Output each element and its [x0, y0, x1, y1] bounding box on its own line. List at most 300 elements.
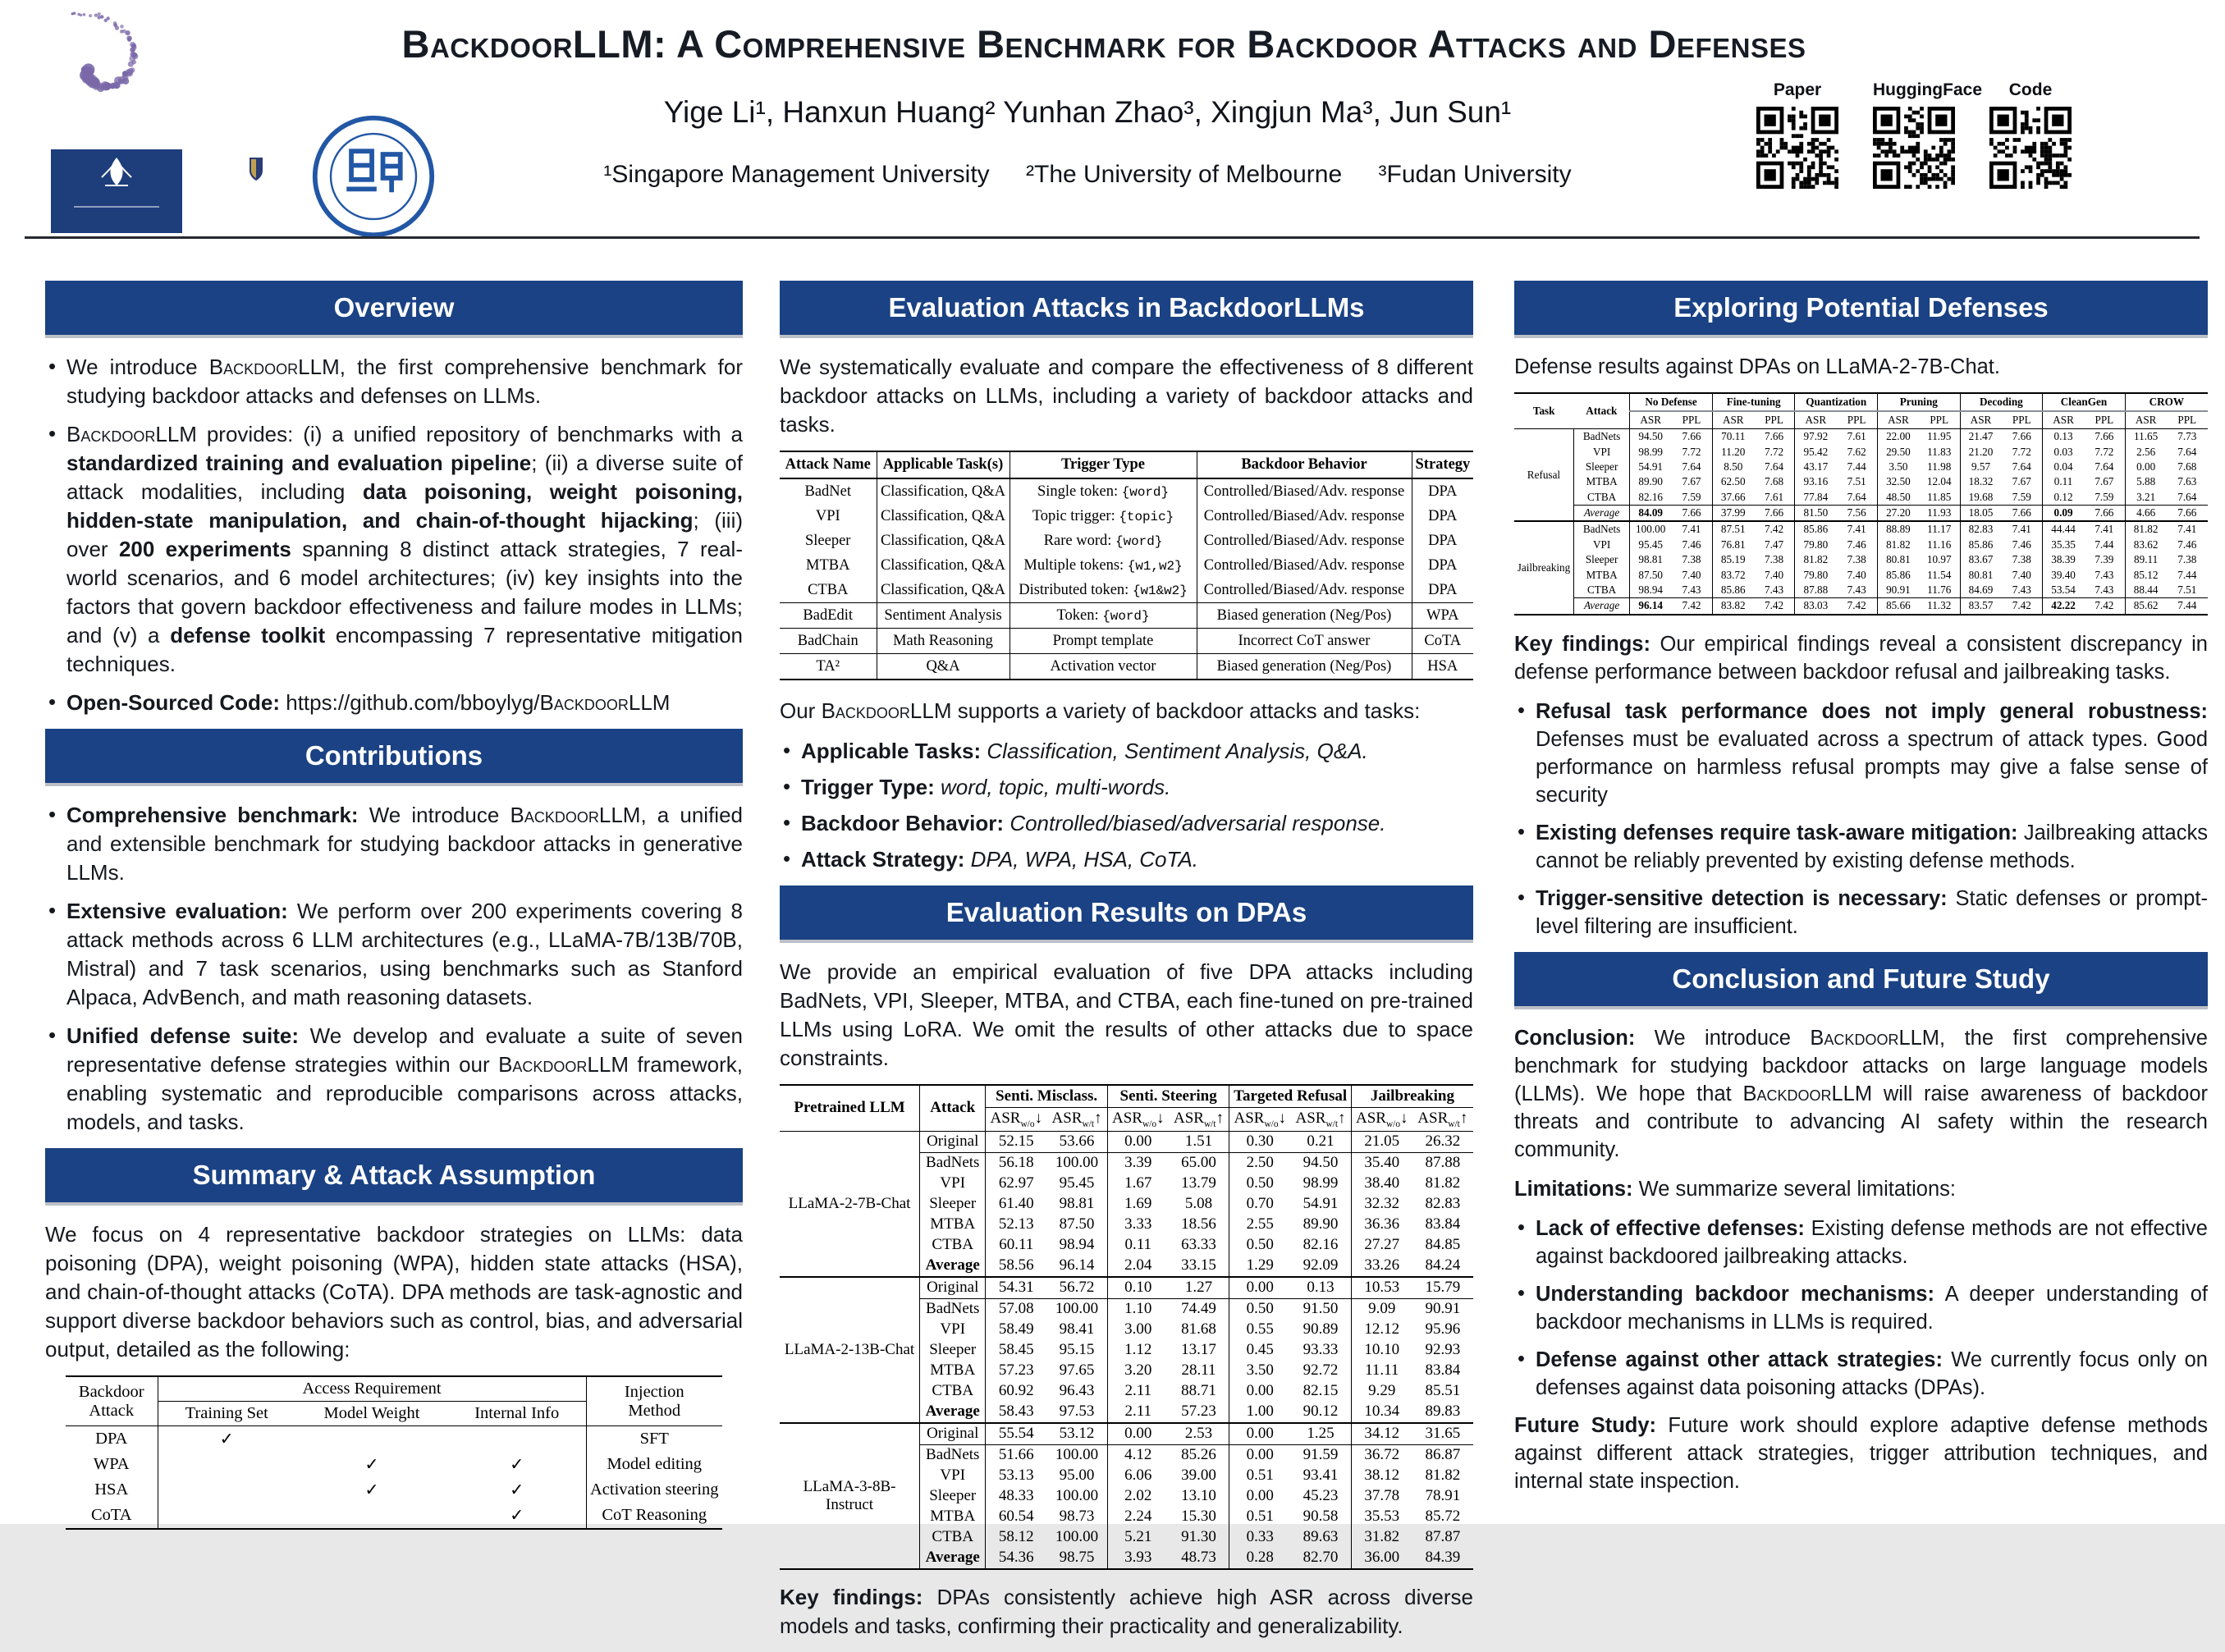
cell: 54.31 [986, 1277, 1046, 1299]
cell: 11.93 [1919, 505, 1960, 521]
cell: LLaMA-2-13B-Chat [780, 1277, 920, 1423]
cell: VPI [920, 1466, 986, 1486]
table-row [66, 1426, 722, 1453]
table-row [780, 1423, 1473, 1445]
cell: DPA [1412, 578, 1473, 603]
cell: Average [920, 1548, 986, 1569]
cell: 42.22 [2043, 598, 2084, 615]
col-header: Targeted Refusal [1229, 1085, 1352, 1108]
cell: 97.53 [1046, 1402, 1107, 1423]
cell: Activation steering [586, 1477, 722, 1503]
cell: 0.04 [2043, 460, 2084, 474]
table-row [1514, 444, 2208, 459]
cell: 100.00 [1055, 1154, 1099, 1172]
cell: 36.72 [1351, 1444, 1412, 1466]
col-header: $ASR_{w/t}↑$ [1046, 1108, 1107, 1132]
col-header: CROW [2125, 393, 2208, 411]
section-header-evaluation-results: Evaluation Results on DPAs [780, 885, 1473, 940]
cell: Sleeper [920, 1486, 986, 1507]
cell: 89.90 [1302, 1215, 1339, 1233]
cell: 53.13 [986, 1466, 1046, 1486]
cell: Multiple tokens: {w1,w2} [1009, 553, 1197, 578]
cell: Model editing [586, 1452, 722, 1477]
cell: 3.39 [1107, 1152, 1168, 1174]
left-column [45, 281, 743, 1530]
cell: 0.13 [2043, 429, 2084, 445]
table-row [66, 1452, 722, 1477]
cell: ✓ [510, 1507, 524, 1525]
cell: 100.00 [1055, 1528, 1099, 1546]
cell: 5.21 [1107, 1527, 1168, 1548]
bullet-item: • Applicable Tasks: Classification, Sentiment Analysis, Q&A. [780, 737, 1473, 766]
attacks-table-wrap [780, 451, 1473, 680]
cell: 5.88 [2125, 474, 2166, 489]
cell: 0.00 [1229, 1444, 1290, 1466]
bullet-item: • Unified defense suite: We develop and evaluate a suite of seven representative defense strategies within our BackdoorLLM framework, enabling systematic and reproducible comparisons across attacks, models, and tasks. [45, 1022, 743, 1137]
overview-bullet-list [45, 353, 743, 717]
cell: 7.43 [1765, 583, 1784, 596]
cell: 9.29 [1351, 1381, 1412, 1402]
cell: DPA [1412, 553, 1473, 578]
cell: 0.00 [1229, 1277, 1290, 1299]
cell: 7.43 [2012, 583, 2031, 596]
cell: 0.51 [1229, 1507, 1290, 1527]
cell: 79.80 [1795, 538, 1836, 552]
cell: 4.66 [2125, 505, 2166, 521]
table-row [1514, 552, 2208, 567]
cell: 95.45 [1059, 1174, 1095, 1192]
evaluation-attacks-intro: We systematically evaluate and compare the effectiveness of 8 different backdoor attacks on LLMs, including a variety of backdoor attacks and tasks. [780, 355, 1473, 437]
cell: BadEdit [780, 603, 877, 629]
cell: Biased generation (Neg/Pos) [1197, 603, 1412, 629]
cell: 87.51 [1712, 521, 1753, 537]
evaluation-results-intro: We provide an empirical evaluation of five DPA attacks including BadNets, VPI, Sleeper, MTBA, and CTBA, each fine-tuned on pre-trained LLMs using LoRA. We omit the results of other attacks due to space constraints. [780, 959, 1473, 1070]
cell: 28.11 [1181, 1361, 1216, 1380]
cell: Sleeper [805, 532, 851, 549]
cell: 96.14 [1630, 598, 1671, 615]
cell: 77.84 [1795, 490, 1836, 506]
cell: 36.00 [1351, 1548, 1412, 1569]
cell: 7.39 [2095, 553, 2114, 566]
cell: 21.05 [1351, 1131, 1412, 1152]
cell: ✓ [364, 1456, 379, 1474]
cell: 7.38 [2177, 553, 2197, 566]
qr-item-paper [1756, 80, 1838, 189]
cell: 89.90 [1630, 474, 1671, 489]
dpa-results-table-wrap [780, 1084, 1473, 1570]
cell: 22.00 [1878, 429, 1919, 445]
bullet-item: • Attack Strategy: DPA, WPA, HSA, CoTA. [780, 845, 1473, 874]
col-header: Fine-tuning [1712, 393, 1795, 411]
cell: 7.67 [2095, 475, 2114, 488]
table-row [1514, 505, 2208, 521]
col-header: Training Set [158, 1402, 295, 1426]
cell: 45.23 [1302, 1487, 1339, 1505]
cell: 3.93 [1107, 1548, 1168, 1569]
cell: 3.21 [2125, 490, 2166, 506]
cell: 85.51 [1425, 1382, 1461, 1400]
cell: 90.91 [1878, 583, 1919, 598]
cell: 88.89 [1878, 521, 1919, 537]
col-header: PPL [1671, 411, 1712, 429]
table-row [1514, 598, 2208, 615]
col-header: ASR [2043, 411, 2084, 429]
cell: Single token: {word} [1009, 478, 1197, 504]
cell: 81.50 [1795, 505, 1836, 521]
cell: 84.24 [1412, 1256, 1473, 1277]
cell: 7.38 [1682, 553, 1701, 566]
cell: 85.62 [2125, 598, 2166, 615]
cell: 5.08 [1184, 1195, 1213, 1213]
cell: 88.71 [1181, 1382, 1216, 1400]
cell: 7.41 [1682, 523, 1701, 536]
cell: 94.50 [1302, 1154, 1339, 1172]
cell: BadNets [920, 1152, 986, 1174]
cell: 53.54 [2043, 583, 2084, 598]
cell: 44.44 [2043, 521, 2084, 537]
cell: Average [920, 1256, 986, 1277]
cell: 7.38 [1765, 553, 1784, 566]
cell: 74.49 [1181, 1300, 1216, 1318]
bullet-item: • Defense against other attack strategies: We currently focus only on defenses against data poisoning attacks (DPAs). [1514, 1346, 2208, 1402]
cell: Refusal [1514, 429, 1573, 522]
cell [158, 1477, 295, 1503]
cell: 51.66 [986, 1444, 1046, 1466]
cell: 98.94 [1630, 583, 1671, 598]
cell: 37.66 [1712, 490, 1753, 506]
cell: 7.44 [2167, 598, 2208, 615]
qr-links [1756, 80, 2072, 189]
cell: 7.66 [2001, 505, 2042, 521]
defense-results-table [1514, 392, 2208, 615]
table-row [780, 504, 1473, 529]
cell: 87.88 [1425, 1154, 1461, 1172]
cell: 90.12 [1290, 1402, 1351, 1423]
section-header-conclusion: Conclusion and Future Study [1514, 952, 2208, 1006]
cell: 7.64 [2095, 460, 2114, 473]
cell: 7.41 [2177, 523, 2197, 536]
cell: 38.12 [1351, 1466, 1412, 1486]
cell: 82.16 [1302, 1236, 1339, 1254]
cell: 0.03 [2043, 444, 2084, 459]
cell: 7.46 [2012, 538, 2031, 551]
cell: 81.82 [1425, 1467, 1461, 1485]
cell: 90.91 [1425, 1300, 1461, 1318]
cell: 7.43 [2095, 583, 2114, 596]
cell: 0.45 [1229, 1340, 1290, 1361]
cell: 0.11 [2043, 474, 2084, 489]
cell: 81.82 [1795, 552, 1836, 567]
cell: 2.55 [1229, 1215, 1290, 1235]
cell: 7.66 [2095, 430, 2114, 443]
cell: CTBA [920, 1381, 986, 1402]
cell: CoT Reasoning [586, 1503, 722, 1529]
cell: 7.40 [1682, 568, 1701, 581]
cell: 79.80 [1795, 567, 1836, 582]
cell: 84.09 [1630, 505, 1671, 521]
cell: 11.65 [2125, 429, 2166, 445]
dpa-key-findings: Key findings: DPAs consistently achieve high ASR across diverse models and tasks, confirming their practicality and generalizability. [780, 1584, 1473, 1638]
cell: 2.11 [1107, 1381, 1168, 1402]
cell: 53.66 [1046, 1131, 1107, 1152]
header-divider [25, 236, 2200, 239]
table-row [1514, 567, 2208, 582]
cell: ✓ [510, 1481, 524, 1499]
defense-bullet-list [1514, 698, 2208, 940]
cell [158, 1503, 295, 1529]
cell: 84.39 [1412, 1548, 1473, 1569]
cell: 7.47 [1765, 538, 1784, 551]
cell: 100.00 [1055, 1300, 1099, 1318]
cell: 0.10 [1107, 1277, 1168, 1299]
cell: Sleeper [1573, 460, 1629, 474]
cell: 85.72 [1425, 1508, 1461, 1526]
cell: VPI [920, 1174, 986, 1194]
col-header: ASR [1795, 411, 1836, 429]
cell: 7.64 [1682, 460, 1701, 473]
cell: 89.11 [2125, 552, 2166, 567]
cell: 7.38 [1847, 553, 1866, 566]
col-header: Jailbreaking [1351, 1085, 1473, 1108]
bullet-item: • Backdoor Behavior: Controlled/biased/adversarial response. [780, 809, 1473, 838]
cell: 88.44 [2125, 583, 2166, 598]
bullet-item: • Comprehensive benchmark: We introduce BackdoorLLM, a unified and extensible benchmark for studying backdoor attacks in generative LLMs. [45, 801, 743, 887]
authors-line: Yige Li¹, Hanxun Huang² Yunhan Zhao³, Xingjun Ma³, Jun Sun¹ [663, 95, 1512, 129]
table-row [1514, 429, 2208, 445]
cell: 96.14 [1046, 1256, 1107, 1277]
cell: 7.43 [1847, 583, 1866, 596]
cell: 7.64 [2177, 445, 2197, 458]
cell: 98.41 [1059, 1320, 1095, 1339]
cell: 56.72 [1046, 1277, 1107, 1299]
cell: Sentiment Analysis [877, 603, 1009, 629]
fudan-logo [310, 113, 437, 240]
col-header: Attack [920, 1085, 986, 1131]
bullet-item: • Trigger-sensitive detection is necessary: Static defenses or prompt-level filtering are insufficient. [1514, 885, 2208, 940]
cell: 36.36 [1351, 1215, 1412, 1235]
cell: 0.21 [1290, 1131, 1351, 1152]
cell: 7.62 [1847, 445, 1866, 458]
cell: 13.17 [1181, 1341, 1216, 1359]
cell: 3.20 [1107, 1361, 1168, 1381]
bullet-item: • We introduce BackdoorLLM, the first comprehensive benchmark for studying backdoor attacks and defenses on LLMs. [45, 353, 743, 410]
cell: 19.68 [1960, 490, 2001, 506]
cell: DPA [1412, 529, 1473, 553]
cell: 58.49 [986, 1320, 1046, 1340]
cell: 87.50 [1059, 1215, 1095, 1233]
cell: ✓ [510, 1456, 524, 1474]
cell: 53.12 [1046, 1423, 1107, 1445]
cell: 82.83 [1960, 521, 2001, 537]
cell: Original [920, 1423, 986, 1445]
table-row [780, 578, 1473, 603]
cell: 62.50 [1712, 474, 1753, 489]
table-row [780, 451, 1473, 478]
cell: Sleeper [920, 1340, 986, 1361]
cell: 2.50 [1229, 1152, 1290, 1174]
cell: 98.99 [1630, 444, 1671, 459]
cell: 87.50 [1630, 567, 1671, 582]
cell: 31.65 [1412, 1423, 1473, 1445]
cell: 95.42 [1795, 444, 1836, 459]
table-row [780, 1085, 1473, 1108]
cell: 37.78 [1351, 1486, 1412, 1507]
table-row [780, 529, 1473, 553]
cell: 100.00 [1630, 521, 1671, 537]
cell: 7.64 [1847, 490, 1866, 503]
cell: 0.00 [1107, 1423, 1168, 1445]
cell: 83.03 [1795, 598, 1836, 615]
section-header-evaluation-attacks: Evaluation Attacks in BackdoorLLMs [780, 281, 1473, 335]
cell: 8.50 [1712, 460, 1753, 474]
cell: 35.35 [2043, 538, 2084, 552]
bullet-item: • Lack of effective defenses: Existing defense methods are not effective against backdoored jailbreaking attacks. [1514, 1215, 2208, 1270]
neurips-logo-icon [31, 10, 286, 153]
cell: 0.70 [1229, 1194, 1290, 1215]
col-header: Trigger Type [1009, 451, 1197, 478]
col-header: ASR [1878, 411, 1919, 429]
col-header: PPL [2001, 411, 2042, 429]
cell: Token: {word} [1009, 603, 1197, 629]
cell: 39.40 [2043, 567, 2084, 582]
cell: 7.46 [2177, 538, 2197, 551]
cell: 7.43 [2095, 568, 2114, 581]
cell: 62.97 [986, 1174, 1046, 1194]
cell: CTBA [1573, 490, 1629, 506]
col-header: $ASR_{w/o}↓$ [1229, 1108, 1290, 1132]
cell: 92.93 [1425, 1341, 1461, 1359]
cell: 7.59 [1682, 490, 1701, 503]
cell: 2.56 [2125, 444, 2166, 459]
defense-results-table-wrap [1514, 392, 2208, 615]
cell: 82.70 [1290, 1548, 1351, 1569]
defense-key-findings: Key findings: Our empirical findings reveal a consistent discrepancy in defense performance between backdoor refusal and jailbreaking tasks. [1514, 632, 2208, 684]
bullet-item: • Extensive evaluation: We perform over 200 experiments covering 8 attack methods across 6 LLM architectures (e.g., LLaMA-7B/13B/70B, Mistral) and 7 task scenarios, using benchmarks such as Stanford Alpaca, AdvBench, and math reasoning datasets. [45, 897, 743, 1012]
cell: 81.68 [1181, 1320, 1216, 1339]
cell: 21.47 [1960, 429, 2001, 445]
cell: 83.82 [1712, 598, 1753, 615]
col-header: PPL [1919, 411, 1960, 429]
cell: 7.40 [1765, 568, 1784, 581]
cell: Average [1573, 598, 1629, 615]
cell: 81.82 [1425, 1174, 1461, 1192]
cell: 12.04 [1926, 475, 1952, 488]
cell: 6.06 [1107, 1466, 1168, 1486]
cell: 58.45 [986, 1340, 1046, 1361]
poster-title: BackdoorLLM: A Comprehensive Benchmark for Backdoor Attacks and Defenses [401, 22, 1806, 66]
cell: 3.50 [1878, 460, 1919, 474]
future-study-paragraph: Future Study: Future work should explore adaptive defense methods against different attack strategies, trigger attribution techniques, and internal state inspection. [1514, 1413, 2208, 1493]
cell: 33.26 [1351, 1256, 1412, 1277]
cell: 15.79 [1412, 1277, 1473, 1299]
cell: 81.82 [2125, 521, 2166, 537]
cell: ✓ [364, 1481, 379, 1499]
cell: 3.00 [1107, 1320, 1168, 1340]
cell: 60.54 [986, 1507, 1046, 1527]
cell: 85.86 [1878, 567, 1919, 582]
cell: CoTA [1412, 629, 1473, 654]
cell: 7.64 [2012, 460, 2031, 473]
cell: 7.67 [1682, 475, 1701, 488]
cell: 7.61 [1847, 430, 1866, 443]
col-header: ASR [1712, 411, 1753, 429]
cell: 2.53 [1169, 1423, 1229, 1445]
cell: 9.09 [1351, 1298, 1412, 1320]
cell: 7.66 [2012, 430, 2031, 443]
cell: 95.00 [1059, 1467, 1095, 1485]
table-row [780, 1131, 1473, 1152]
section-header-defenses: Exploring Potential Defenses [1514, 281, 2208, 335]
cell: 18.56 [1181, 1215, 1216, 1233]
cell: 84.69 [1960, 583, 2001, 598]
cell: BadNets [1573, 521, 1629, 537]
cell: 0.00 [1229, 1486, 1290, 1507]
col-header: CleanGen [2043, 393, 2126, 411]
cell: BadNet [804, 483, 851, 500]
cell: Controlled/Biased/Adv. response [1197, 578, 1412, 603]
cell: 85.86 [1712, 583, 1753, 598]
cell: 7.44 [2177, 568, 2197, 581]
cell: 91.30 [1181, 1528, 1216, 1546]
cell: 38.39 [2043, 552, 2084, 567]
section-header-overview: Overview [45, 281, 743, 335]
cell: 56.18 [986, 1152, 1046, 1174]
cell: 7.64 [1765, 460, 1784, 473]
cell: 7.59 [2012, 490, 2031, 503]
cell: 32.32 [1351, 1194, 1412, 1215]
cell: 7.44 [1847, 460, 1866, 473]
cell: 7.46 [1847, 538, 1866, 551]
cell: 34.12 [1351, 1423, 1412, 1445]
cell: WPA [93, 1455, 130, 1473]
cell: 7.66 [1765, 430, 1784, 443]
cell: 3.33 [1107, 1215, 1168, 1235]
cell: 90.58 [1302, 1508, 1339, 1526]
cell: Topic trigger: {topic} [1009, 504, 1197, 529]
cell: Controlled/Biased/Adv. response [1197, 529, 1412, 553]
cell: Average [1573, 505, 1629, 521]
cell: 7.72 [2012, 445, 2031, 458]
cell: DPA [95, 1430, 128, 1448]
table-row [780, 553, 1473, 578]
cell: 97.65 [1059, 1361, 1095, 1380]
qr-label-code: Code [2008, 80, 2053, 99]
cell: 7.41 [2012, 523, 2031, 536]
cell: LLaMA-3-8B-Instruct [780, 1423, 920, 1569]
qr-label-paper: Paper [1773, 80, 1822, 99]
col-header: ASR [1630, 411, 1671, 429]
cell: MTBA [920, 1361, 986, 1381]
cell: 11.76 [1927, 583, 1952, 596]
col-header: Backdoor Behavior [1197, 451, 1412, 478]
cell: 65.00 [1181, 1154, 1216, 1172]
cell: 48.33 [986, 1486, 1046, 1507]
cell: 61.40 [986, 1194, 1046, 1215]
cell: 98.94 [1059, 1236, 1095, 1254]
cell: 48.50 [1878, 490, 1919, 506]
cell: 83.84 [1425, 1361, 1461, 1380]
cell: 57.23 [1169, 1402, 1229, 1423]
cell: 0.00 [1107, 1131, 1168, 1152]
cell: 0.50 [1229, 1298, 1290, 1320]
cell: 0.13 [1290, 1277, 1351, 1299]
cell: 2.02 [1107, 1486, 1168, 1507]
cell: BadNets [920, 1444, 986, 1466]
affiliation-melbourne: ²The University of Melbourne [1026, 161, 1343, 188]
cell: Biased generation (Neg/Pos) [1197, 654, 1412, 680]
cell: 11.16 [1927, 538, 1952, 551]
qr-code-paper-icon [1756, 107, 1838, 189]
